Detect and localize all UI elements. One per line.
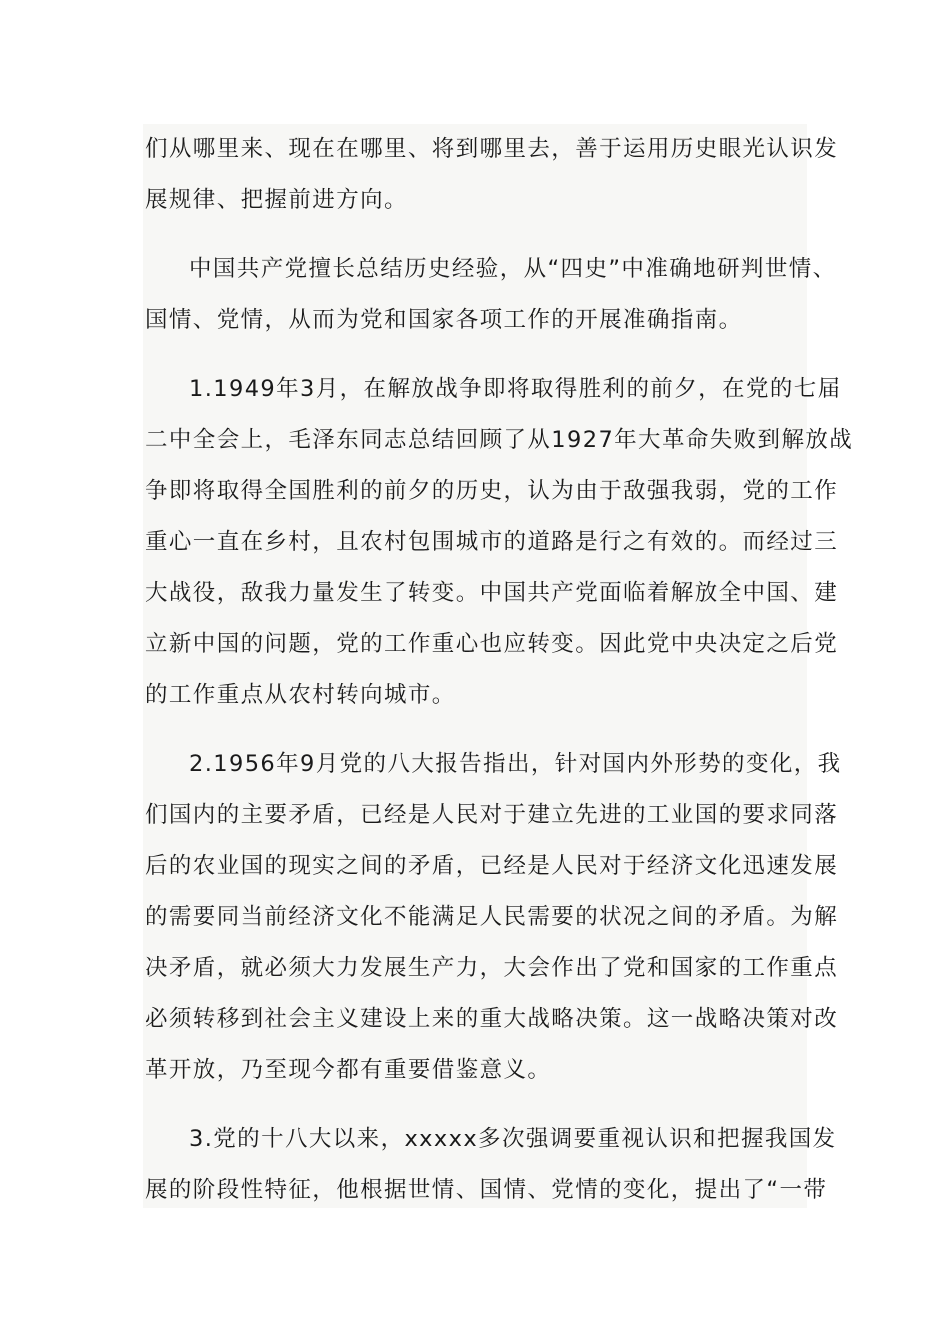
- text-line: 争即将取得全国胜利的前夕的历史，认为由于敌强我弱，党的工作: [145, 478, 839, 504]
- text-line: 展的阶段性特征，他根据世情、国情、党情的变化，提出了“一带: [145, 1177, 828, 1203]
- text-line: 的需要同当前经济文化不能满足人民需要的状况之间的矛盾。为解: [145, 904, 839, 930]
- text-line: 的工作重点从农村转向城市。: [145, 682, 456, 708]
- text-line: 中国共产党擅长总结历史经验，从“四史”中准确地研判世情、: [189, 256, 837, 282]
- text-line: 立新中国的问题，党的工作重心也应转变。因此党中央决定之后党: [145, 631, 839, 657]
- text-line: 革开放，乃至现今都有重要借鉴意义。: [145, 1057, 552, 1083]
- paragraph-3: [145, 364, 854, 721]
- text-line: 必须转移到社会主义建设上来的重大战略决策。这一战略决策对改: [145, 1006, 839, 1032]
- paragraph-1: [145, 124, 839, 226]
- text-line: 国情、党情，从而为党和国家各项工作的开展准确指南。: [145, 307, 743, 333]
- document-body: [145, 124, 854, 1234]
- text-line: 大战役，敌我力量发生了转变。中国共产党面临着解放全中国、建: [145, 580, 839, 606]
- text-line: 决矛盾，就必须大力发展生产力，大会作出了党和国家的工作重点: [145, 955, 839, 981]
- text-line: 展规律、把握前进方向。: [145, 187, 408, 213]
- paragraph-2: [145, 244, 837, 346]
- paragraph-5: [145, 1114, 837, 1216]
- paragraph-4: [145, 739, 842, 1096]
- text-line: 重心一直在乡村，且农村包围城市的道路是行之有效的。而经过三: [145, 529, 839, 555]
- text-line: 二中全会上，毛泽东同志总结回顾了从1927年大革命失败到解放战: [145, 427, 854, 453]
- text-line: 1.1949年3月，在解放战争即将取得胜利的前夕，在党的七届: [189, 376, 842, 402]
- text-line: 们国内的主要矛盾，已经是人民对于建立先进的工业国的要求同落: [145, 802, 839, 828]
- text-line: 们从哪里来、现在在哪里、将到哪里去，善于运用历史眼光认识发: [145, 136, 839, 162]
- text-line: 后的农业国的现实之间的矛盾，已经是人民对于经济文化迅速发展: [145, 853, 839, 879]
- text-line: 2.1956年9月党的八大报告指出，针对国内外形势的变化，我: [189, 751, 842, 777]
- text-line: 3.党的十八大以来，xxxxx多次强调要重视认识和把握我国发: [189, 1126, 837, 1152]
